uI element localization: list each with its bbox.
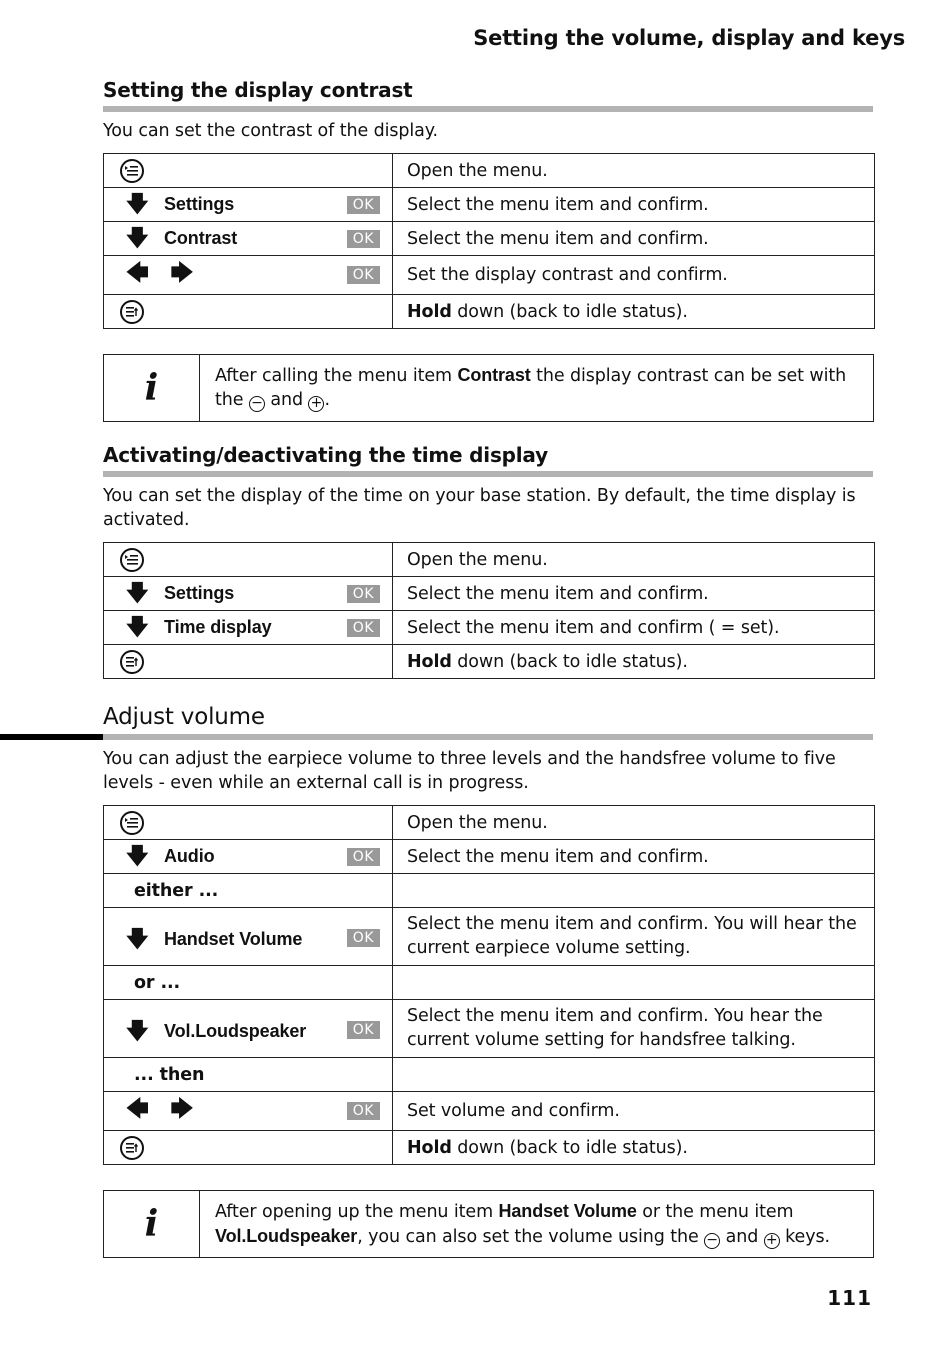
minus-key-icon: −	[249, 396, 265, 412]
table-row	[104, 966, 875, 1000]
menu-item-name: Vol.Loudspeaker	[164, 1020, 307, 1041]
ok-key: OK	[347, 230, 380, 248]
minus-key-icon: −	[704, 1233, 720, 1249]
table-row	[104, 543, 875, 577]
step-description: Open the menu.	[393, 806, 875, 840]
table-row	[104, 222, 875, 256]
end-key-icon	[120, 300, 144, 324]
steps-table-time-display	[103, 542, 875, 679]
menu-item-name: Settings	[164, 583, 235, 603]
info-icon: i	[104, 1191, 200, 1257]
ok-key: OK	[347, 266, 380, 284]
table-row	[104, 1058, 875, 1092]
arrow-down-icon: 🡇	[126, 843, 149, 869]
step-description: Hold down (back to idle status).	[393, 1131, 875, 1165]
section-title-time-display: Activating/deactivating the time display	[103, 443, 548, 467]
info-note-text: After calling the menu item Contrast the display contrast can be set with the − and + .	[215, 365, 847, 411]
table-row	[104, 874, 875, 908]
step-description: Open the menu.	[393, 154, 875, 188]
arrow-down-icon: 🡇	[126, 580, 149, 606]
table-row	[104, 645, 875, 679]
info-icon: i	[104, 355, 200, 421]
steps-table-contrast	[103, 153, 875, 329]
arrow-left-icon: 🡄	[126, 1097, 149, 1122]
step-label: either ...	[134, 880, 219, 901]
ok-key: OK	[347, 1021, 380, 1039]
table-row	[104, 806, 875, 840]
end-key-icon	[120, 650, 144, 674]
step-label: ... then	[134, 1064, 205, 1085]
step-description: Select the menu item and confirm. You will hear the current earpiece volume setting.	[393, 908, 875, 966]
menu-key-icon	[120, 159, 144, 183]
step-description: Set the display contrast and confirm.	[393, 256, 875, 295]
table-row	[104, 1131, 875, 1165]
menu-key-icon	[120, 548, 144, 572]
ok-key: OK	[347, 585, 380, 603]
step-description: Select the menu item and confirm ( = set).	[393, 611, 875, 645]
menu-item-name: Contrast	[164, 228, 238, 248]
table-row	[104, 1092, 875, 1131]
step-description: Hold down (back to idle status).	[393, 645, 875, 679]
arrow-down-icon: 🡇	[126, 225, 149, 251]
table-row	[104, 1000, 875, 1058]
section-intro: You can set the display of the time on your base station. By default, the time display is activated.	[103, 486, 856, 530]
section-intro: You can set the contrast of the display.	[103, 121, 438, 141]
info-note-contrast	[103, 354, 874, 422]
section-rule	[103, 734, 873, 740]
arrow-down-icon: 🡇	[126, 1018, 149, 1044]
table-row	[104, 154, 875, 188]
arrow-left-icon: 🡄	[126, 261, 149, 286]
step-description: Hold down (back to idle status).	[393, 295, 875, 329]
info-note-text: After opening up the menu item Handset Volume or the menu item Vol.Loudspeaker, you can also set the volume using the − and + keys.	[215, 1201, 830, 1248]
plus-key-icon: +	[308, 396, 324, 412]
step-label: or ...	[134, 972, 181, 993]
running-header: Setting the volume, display and keys	[473, 26, 905, 50]
table-row	[104, 295, 875, 329]
section-rule	[103, 471, 873, 477]
arrow-down-icon: 🡇	[126, 614, 149, 640]
menu-key-icon	[120, 811, 144, 835]
info-note-volume	[103, 1190, 874, 1258]
step-description: Select the menu item and confirm.	[393, 577, 875, 611]
steps-table-volume	[103, 805, 875, 1165]
table-row	[104, 840, 875, 874]
plus-key-icon: +	[764, 1233, 780, 1249]
page-number: 111	[827, 1286, 872, 1310]
table-row	[104, 188, 875, 222]
ok-key: OK	[347, 848, 380, 866]
step-description: Select the menu item and confirm.	[393, 840, 875, 874]
section-intro: You can adjust the earpiece volume to three levels and the handsfree volume to five levels - even while an external call is in progress.	[103, 749, 836, 793]
section-marker-bar	[0, 734, 103, 740]
ok-key: OK	[347, 196, 380, 214]
section-title-contrast: Setting the display contrast	[103, 78, 413, 102]
step-description: Set volume and confirm.	[393, 1092, 875, 1131]
table-row	[104, 256, 875, 295]
ok-key: OK	[347, 929, 380, 947]
menu-item-name: Handset Volume	[164, 928, 303, 949]
arrow-down-icon: 🡇	[126, 191, 149, 217]
ok-key: OK	[347, 619, 380, 637]
step-description: Select the menu item and confirm.	[393, 222, 875, 256]
arrow-down-icon: 🡇	[126, 926, 149, 952]
menu-item-name: Audio	[164, 846, 215, 866]
arrow-right-icon: 🡆	[170, 1097, 194, 1122]
end-key-icon	[120, 1136, 144, 1160]
step-description: Select the menu item and confirm. You hear the current volume setting for handsfree talking.	[393, 1000, 875, 1058]
step-description: Open the menu.	[393, 543, 875, 577]
arrow-right-icon: 🡆	[170, 261, 194, 286]
ok-key: OK	[347, 1102, 380, 1120]
table-row	[104, 611, 875, 645]
section-title-adjust-volume: Adjust volume	[103, 704, 265, 730]
table-row	[104, 908, 875, 966]
table-row	[104, 577, 875, 611]
step-description: Select the menu item and confirm.	[393, 188, 875, 222]
menu-item-name: Settings	[164, 194, 235, 214]
menu-item-name: Time display	[164, 617, 272, 637]
section-rule	[103, 106, 873, 112]
